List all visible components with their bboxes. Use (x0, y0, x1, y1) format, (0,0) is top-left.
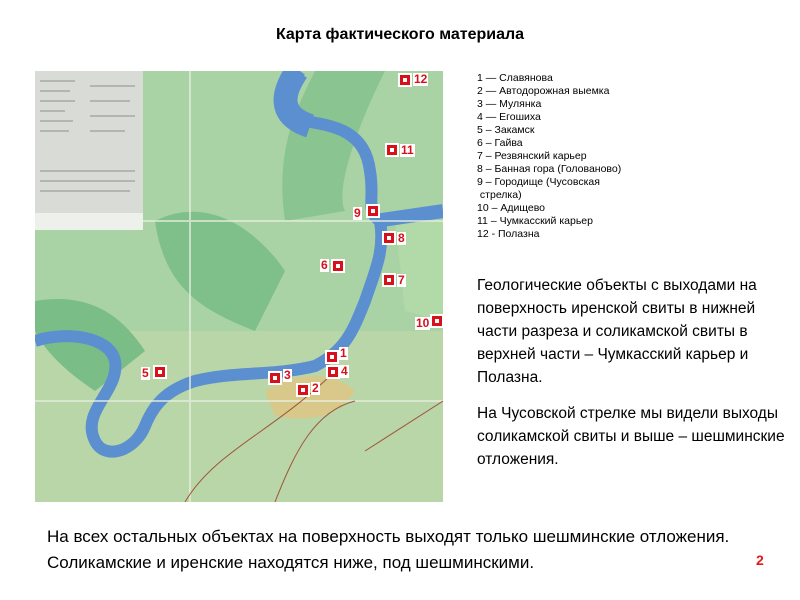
marker-1 (325, 350, 339, 364)
legend-item: стрелка) (477, 189, 522, 201)
marker-10 (430, 314, 444, 328)
legend-item: 12 - Полазна (477, 228, 540, 240)
geology-paragraph: Геологические объекты с выходами на поверхность иренской свиты в нижней части разреза и соликамской свиты в верхней части – Чумкасский карьер и Полазна. (477, 277, 757, 386)
page-number: 2 (756, 552, 764, 568)
marker-label-7: 7 (398, 273, 405, 287)
legend-item: 3 — Мулянка (477, 98, 542, 110)
legend-item: 4 — Егошиха (477, 111, 541, 123)
marker-12 (398, 73, 412, 87)
marker-label-9: 9 (354, 206, 361, 220)
marker-5 (153, 365, 167, 379)
legend-item: 5 – Закамск (477, 124, 535, 136)
map-image (35, 71, 443, 502)
marker-label-5: 5 (142, 366, 149, 380)
marker-2 (296, 383, 310, 397)
site-legend (477, 72, 621, 241)
marker-3 (268, 371, 282, 385)
marker-8 (382, 231, 396, 245)
legend-item: 11 – Чумкасский карьер (477, 215, 593, 227)
legend-item: 2 — Автодорожная выемка (477, 85, 610, 97)
marker-label-10: 10 (416, 316, 430, 330)
marker-label-11: 11 (401, 143, 414, 157)
marker-6 (331, 259, 345, 273)
marker-7 (382, 273, 396, 287)
summary-text: На всех остальных объектах на поверхность выходят только шешминские отложения. Соликамские и иренские находятся ниже, под шешминскими. (47, 527, 730, 572)
legend-item: 10 – Адищево (477, 202, 546, 214)
slide-title: Карта фактического материала (275, 26, 525, 43)
marker-label-3: 3 (284, 368, 291, 382)
marker-label-8: 8 (398, 231, 405, 245)
marker-label-1: 1 (340, 346, 347, 360)
marker-label-4: 4 (341, 364, 348, 378)
marker-9 (366, 204, 380, 218)
marker-label-2: 2 (312, 381, 319, 395)
marker-label-6: 6 (321, 258, 328, 272)
legend-item: 7 – Резвянский карьер (477, 150, 587, 162)
marker-11 (385, 143, 399, 157)
marker-4 (326, 365, 340, 379)
chusovaya-paragraph: На Чусовской стрелке мы видели выходы соликамской свиты и выше – шешминские отложения. (477, 405, 785, 468)
marker-label-12: 12 (414, 72, 428, 86)
legend-item: 8 – Банная гора (Голованово) (477, 163, 622, 175)
legend-item: 1 — Славянова (477, 72, 553, 84)
legend-item: 6 – Гайва (477, 137, 523, 149)
legend-item: 9 – Городище (Чусовская (477, 176, 600, 188)
